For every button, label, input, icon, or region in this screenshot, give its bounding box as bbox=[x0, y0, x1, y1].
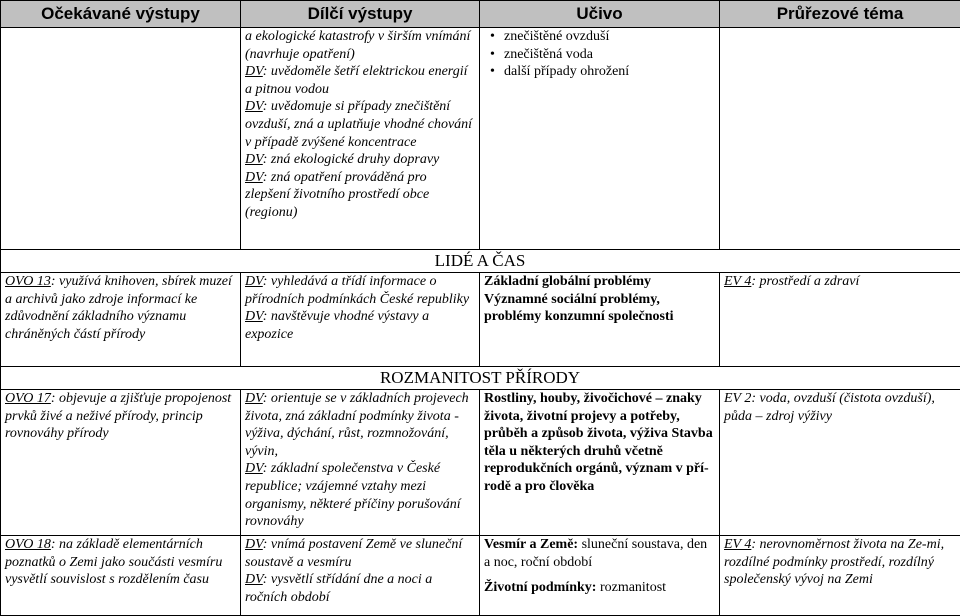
ucivo-cell bbox=[480, 273, 720, 367]
header-dilci: Dílčí výstupy bbox=[241, 1, 480, 28]
ocekavane-cell: OVO 13: využívá knihoven, sbírek muzeí a archivů jako zdroje informací ke zdůvodnění základního významu chráněných částí přírody bbox=[1, 273, 241, 367]
ocekavane-cell bbox=[1, 28, 241, 250]
ucivo-cell: Rostliny, houby, živočichové – znaky života, životní projevy a potřeby, průběh a způsob života, výživa Stavba těla u některých druhů včetně reprodukčních orgánů, význam v pří-rodě a pro člověka bbox=[480, 390, 720, 536]
dilci-text: DV: vysvětlí střídání dne a noci a ročních období bbox=[245, 571, 475, 606]
ucivo-cell bbox=[480, 536, 720, 616]
dilci-text: DV: orientuje se v základních projevech života, zná základní podmínky života - výživa, dýchání, růst, rozmnožování, vývin, bbox=[245, 390, 475, 460]
list-item: • znečištěná voda bbox=[504, 46, 715, 64]
dilci-text: DV: uvědoměle šetří elektrickou energií a pitnou vodou bbox=[245, 63, 475, 98]
header-row bbox=[1, 1, 960, 28]
table-row bbox=[1, 28, 960, 250]
dilci-text: DV: uvědomuje si případy znečištění ovzduší, zná a uplatňuje vhodné chování v případě zvýšené koncentrace bbox=[245, 98, 475, 151]
section-row bbox=[1, 250, 960, 273]
dilci-text: DV: navštěvuje vhodné výstavy a expozice bbox=[245, 308, 475, 343]
ocekavane-cell: OVO 18: na základě elementárních poznatků o Zemi jako součásti vesmíru vysvětlí souvislost s rozdělením času bbox=[1, 536, 241, 616]
table-row bbox=[1, 536, 960, 616]
section-row bbox=[1, 367, 960, 390]
dilci-cell bbox=[241, 273, 480, 367]
ucivo-cell bbox=[480, 28, 720, 250]
list-item: • znečištěné ovzduší bbox=[504, 28, 715, 46]
ucivo-text: Základní globální problémy bbox=[484, 273, 715, 291]
section-title: ROZMANITOST PŘÍRODY bbox=[241, 367, 720, 390]
header-ucivo: Učivo bbox=[480, 1, 720, 28]
dilci-text: DV: vyhledává a třídí informace o přírodních podmínkách České republiky bbox=[245, 273, 475, 308]
dilci-cell bbox=[241, 28, 480, 250]
ucivo-text: Vesmír a Země: sluneční soustava, den a noc, roční období bbox=[484, 536, 715, 571]
dilci-cell bbox=[241, 536, 480, 616]
prurez-cell: EV 4: nerovnoměrnost života na Ze-mi, rozdílné podmínky prostředí, rozdílný společenský vývoj na Zemi bbox=[720, 536, 960, 616]
table-row bbox=[1, 273, 960, 367]
prurez-cell bbox=[720, 28, 960, 250]
ocekavane-cell: OVO 17: objevuje a zjišťuje propojenost prvků živé a neživé přírody, princip rovnováhy přírody bbox=[1, 390, 241, 536]
dilci-cell bbox=[241, 390, 480, 536]
dilci-text: a ekologické katastrofy v širším vnímání (navrhuje opatření) bbox=[245, 28, 475, 63]
header-prurez: Průřezové téma bbox=[720, 1, 960, 28]
dilci-text: DV: vnímá postavení Země ve sluneční soustavě a vesmíru bbox=[245, 536, 475, 571]
header-ocekavane: Očekávané výstupy bbox=[1, 1, 241, 28]
section-title: LIDÉ A ČAS bbox=[241, 250, 720, 273]
ucivo-text: Životní podmínky: rozmanitost bbox=[484, 579, 715, 597]
prurez-cell: EV 4: prostředí a zdraví bbox=[720, 273, 960, 367]
list-item: • další případy ohrožení bbox=[504, 63, 715, 81]
dilci-text: DV: zná opatření prováděná pro zlepšení životního prostředí obce (regionu) bbox=[245, 169, 475, 222]
ucivo-list bbox=[484, 28, 715, 81]
table-row bbox=[1, 390, 960, 536]
dilci-text: DV: zná ekologické druhy dopravy bbox=[245, 151, 475, 169]
prurez-cell: EV 2: voda, ovzduší (čistota ovzduší), půda – zdroj výživy bbox=[720, 390, 960, 536]
ucivo-text: Významné sociální problémy, problémy konzumní společnosti bbox=[484, 291, 715, 326]
dilci-text: DV: základní společenstva v České republice; vzájemné vztahy mezi organismy, některé příčiny porušování rovnováhy bbox=[245, 460, 475, 530]
